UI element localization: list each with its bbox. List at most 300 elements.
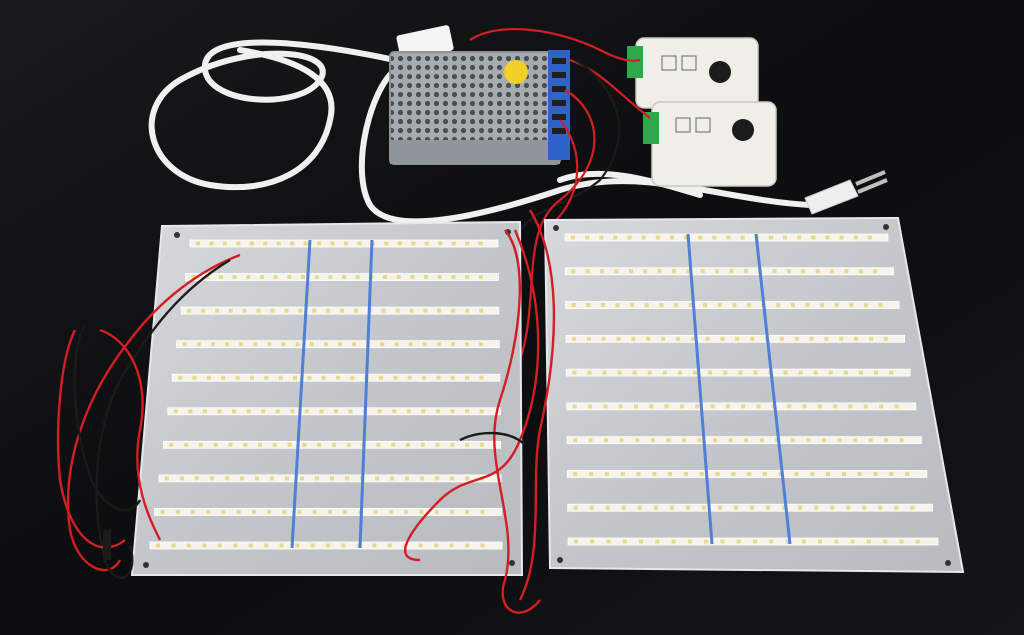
led-chip xyxy=(672,269,676,273)
led-chip xyxy=(184,443,188,447)
led-chip xyxy=(846,506,850,510)
dimmer-knob-icon xyxy=(709,61,731,83)
led-chip xyxy=(731,472,735,476)
led-chip xyxy=(734,506,738,510)
led-chip xyxy=(352,342,356,346)
led-chip xyxy=(849,303,853,307)
led-chip xyxy=(178,376,182,380)
led-chip xyxy=(810,337,814,341)
led-chip xyxy=(349,409,353,413)
led-chip xyxy=(869,438,873,442)
warning-label-sticker xyxy=(504,60,528,84)
led-chip xyxy=(465,376,469,380)
led-chip xyxy=(465,443,469,447)
led-chip xyxy=(840,236,844,240)
led-chip xyxy=(480,409,484,413)
led-chip xyxy=(237,510,241,514)
led-chip xyxy=(376,443,380,447)
led-chip xyxy=(465,544,469,548)
led-chip xyxy=(239,342,243,346)
led-chip xyxy=(389,510,393,514)
led-chip xyxy=(290,409,294,413)
led-chip xyxy=(380,342,384,346)
led-chip xyxy=(715,269,719,273)
led-chip xyxy=(290,242,294,246)
led-chip xyxy=(379,376,383,380)
led-chip xyxy=(838,438,842,442)
led-chip xyxy=(693,371,697,375)
led-chip xyxy=(392,409,396,413)
led-chip xyxy=(825,236,829,240)
led-chip xyxy=(193,376,197,380)
led-chip xyxy=(718,303,722,307)
led-chip xyxy=(199,443,203,447)
led-chip xyxy=(869,337,873,341)
led-chip xyxy=(874,371,878,375)
led-chip xyxy=(252,510,256,514)
led-chip xyxy=(317,443,321,447)
led-chip xyxy=(630,303,634,307)
led-chip xyxy=(622,506,626,510)
led-chip xyxy=(670,506,674,510)
led-chip xyxy=(716,472,720,476)
led-chip xyxy=(450,443,454,447)
led-chip xyxy=(236,376,240,380)
led-chip xyxy=(586,303,590,307)
led-chip xyxy=(603,371,607,375)
led-chip xyxy=(635,438,639,442)
led-chip xyxy=(879,303,883,307)
led-chip xyxy=(618,371,622,375)
right-led-panel xyxy=(545,218,963,572)
led-chip xyxy=(302,443,306,447)
led-chip xyxy=(830,269,834,273)
led-chip xyxy=(264,544,268,548)
led-chip xyxy=(633,371,637,375)
led-chip xyxy=(741,404,745,408)
terminal-green-top xyxy=(627,46,643,78)
led-chip xyxy=(288,443,292,447)
led-chip xyxy=(899,540,903,544)
led-chip xyxy=(818,404,822,408)
led-chip xyxy=(250,376,254,380)
led-chip xyxy=(295,544,299,548)
led-chip xyxy=(480,510,484,514)
led-chip xyxy=(300,476,304,480)
led-chip xyxy=(422,376,426,380)
led-chip xyxy=(652,472,656,476)
led-chip xyxy=(830,506,834,510)
led-chip xyxy=(663,371,667,375)
led-chip xyxy=(623,540,627,544)
led-chip xyxy=(282,510,286,514)
led-chip xyxy=(649,404,653,408)
led-chip xyxy=(419,510,423,514)
led-chip xyxy=(651,438,655,442)
led-chip xyxy=(704,540,708,544)
led-chip xyxy=(889,472,893,476)
led-chip xyxy=(218,544,222,548)
led-chip xyxy=(221,510,225,514)
led-chip xyxy=(217,409,221,413)
led-chip xyxy=(465,275,469,279)
led-chip xyxy=(438,275,442,279)
led-chip xyxy=(844,371,848,375)
led-chip xyxy=(411,242,415,246)
led-chip xyxy=(197,342,201,346)
led-chip xyxy=(572,337,576,341)
led-chip xyxy=(328,275,332,279)
led-chip xyxy=(822,438,826,442)
led-chip xyxy=(620,438,624,442)
led-chip xyxy=(305,409,309,413)
led-chip xyxy=(729,438,733,442)
led-chip xyxy=(452,242,456,246)
led-chip xyxy=(304,242,308,246)
led-chip xyxy=(307,376,311,380)
led-chip xyxy=(910,506,914,510)
led-chip xyxy=(606,506,610,510)
led-chip xyxy=(698,236,702,240)
led-chip xyxy=(646,337,650,341)
led-chip xyxy=(378,409,382,413)
led-chip xyxy=(708,371,712,375)
led-chip xyxy=(642,236,646,240)
led-chip xyxy=(590,540,594,544)
led-chip xyxy=(631,337,635,341)
led-chip xyxy=(201,309,205,313)
led-chip xyxy=(672,540,676,544)
led-chip xyxy=(574,540,578,544)
led-chip xyxy=(695,404,699,408)
led-chip xyxy=(753,540,757,544)
led-chip xyxy=(406,443,410,447)
led-chip xyxy=(315,476,319,480)
led-chip xyxy=(833,404,837,408)
led-chip xyxy=(420,476,424,480)
led-chip xyxy=(686,506,690,510)
led-chip xyxy=(726,404,730,408)
led-chip xyxy=(210,476,214,480)
led-chip xyxy=(868,236,872,240)
led-chip xyxy=(437,309,441,313)
led-chip xyxy=(826,472,830,476)
led-chip xyxy=(867,540,871,544)
led-chip xyxy=(603,404,607,408)
led-chip xyxy=(744,438,748,442)
led-chip xyxy=(637,472,641,476)
led-chip xyxy=(293,376,297,380)
led-chip xyxy=(479,342,483,346)
led-chip xyxy=(805,303,809,307)
led-chip xyxy=(862,506,866,510)
led-chip xyxy=(769,236,773,240)
led-chip xyxy=(613,236,617,240)
led-chip xyxy=(744,269,748,273)
dimmer-controller-top xyxy=(627,38,758,108)
led-chip xyxy=(750,506,754,510)
led-chip xyxy=(408,376,412,380)
led-chip xyxy=(878,506,882,510)
led-chip xyxy=(571,269,575,273)
led-chip xyxy=(410,275,414,279)
led-chip xyxy=(737,540,741,544)
led-chip xyxy=(864,303,868,307)
led-chip xyxy=(842,472,846,476)
led-chip xyxy=(905,472,909,476)
led-chip xyxy=(659,303,663,307)
led-chip xyxy=(711,404,715,408)
led-chip xyxy=(697,438,701,442)
led-chip xyxy=(851,540,855,544)
led-chip xyxy=(233,275,237,279)
led-chip xyxy=(435,476,439,480)
led-chip xyxy=(602,337,606,341)
led-chip xyxy=(328,510,332,514)
led-chip xyxy=(311,544,315,548)
led-chip xyxy=(816,269,820,273)
led-chip xyxy=(397,275,401,279)
led-chip xyxy=(249,544,253,548)
led-chip xyxy=(156,544,160,548)
led-chip xyxy=(326,544,330,548)
led-chip xyxy=(587,371,591,375)
led-chip xyxy=(169,443,173,447)
led-chip xyxy=(706,337,710,341)
led-chip xyxy=(619,404,623,408)
led-chip xyxy=(317,242,321,246)
led-chip xyxy=(253,342,257,346)
led-chip xyxy=(590,506,594,510)
led-chip xyxy=(639,540,643,544)
led-chip xyxy=(310,342,314,346)
led-chip xyxy=(844,269,848,273)
led-chip xyxy=(375,476,379,480)
led-chip xyxy=(814,506,818,510)
led-chip xyxy=(246,275,250,279)
led-chip xyxy=(260,275,264,279)
led-chip xyxy=(678,371,682,375)
led-chip xyxy=(604,438,608,442)
led-chip xyxy=(858,472,862,476)
led-chip xyxy=(658,269,662,273)
led-chip xyxy=(409,309,413,313)
led-chip xyxy=(479,309,483,313)
led-chip xyxy=(214,443,218,447)
led-chip xyxy=(614,269,618,273)
led-chip xyxy=(261,409,265,413)
led-chip xyxy=(884,337,888,341)
led-chip xyxy=(331,242,335,246)
led-chip xyxy=(374,510,378,514)
led-chip xyxy=(296,342,300,346)
led-chip xyxy=(773,269,777,273)
led-chip xyxy=(760,438,764,442)
led-chip xyxy=(405,476,409,480)
led-chip xyxy=(219,275,223,279)
led-chip xyxy=(285,476,289,480)
led-chip xyxy=(638,506,642,510)
led-chip xyxy=(795,472,799,476)
led-chip xyxy=(421,409,425,413)
led-chip xyxy=(834,540,838,544)
led-chip xyxy=(720,337,724,341)
led-chip xyxy=(336,376,340,380)
led-chip xyxy=(343,510,347,514)
led-chip xyxy=(465,510,469,514)
led-chip xyxy=(787,404,791,408)
led-chip xyxy=(250,242,254,246)
led-chip xyxy=(824,337,828,341)
terminal-green-bottom xyxy=(643,112,659,144)
led-chip xyxy=(747,472,751,476)
led-chip xyxy=(884,438,888,442)
led-chip xyxy=(264,376,268,380)
led-chip xyxy=(656,236,660,240)
dimmer-controller-bottom xyxy=(643,102,776,186)
led-chip xyxy=(643,269,647,273)
led-chip xyxy=(791,438,795,442)
led-chip xyxy=(791,303,795,307)
led-chip xyxy=(798,506,802,510)
led-chip xyxy=(661,337,665,341)
led-chip xyxy=(801,269,805,273)
led-chip xyxy=(747,303,751,307)
led-chip xyxy=(223,242,227,246)
led-chip xyxy=(176,510,180,514)
led-chip xyxy=(436,409,440,413)
led-chip xyxy=(572,371,576,375)
led-chip xyxy=(384,242,388,246)
led-chip xyxy=(409,342,413,346)
led-chip xyxy=(287,275,291,279)
led-chip xyxy=(342,275,346,279)
led-chip xyxy=(341,544,345,548)
led-chip xyxy=(270,476,274,480)
led-chip xyxy=(421,443,425,447)
led-chip xyxy=(668,472,672,476)
led-chip xyxy=(279,376,283,380)
led-chip xyxy=(396,309,400,313)
led-chip xyxy=(233,544,237,548)
led-chip xyxy=(607,540,611,544)
led-chip xyxy=(258,443,262,447)
led-chip xyxy=(738,371,742,375)
led-chip xyxy=(240,476,244,480)
led-chip xyxy=(450,510,454,514)
led-chip xyxy=(322,376,326,380)
led-chip xyxy=(818,540,822,544)
led-chip xyxy=(319,409,323,413)
led-chip xyxy=(573,472,577,476)
led-chip xyxy=(712,236,716,240)
led-chip xyxy=(419,544,423,548)
led-chip xyxy=(780,337,784,341)
led-chip xyxy=(820,303,824,307)
led-chip xyxy=(811,236,815,240)
led-chip xyxy=(810,472,814,476)
led-chip xyxy=(763,472,767,476)
led-chip xyxy=(605,472,609,476)
led-chip xyxy=(586,269,590,273)
led-chip xyxy=(451,275,455,279)
led-chip xyxy=(723,371,727,375)
led-chip xyxy=(702,506,706,510)
led-chip xyxy=(298,309,302,313)
led-chip xyxy=(859,371,863,375)
led-chip xyxy=(853,438,857,442)
led-chip xyxy=(655,540,659,544)
led-chip xyxy=(601,303,605,307)
led-chip xyxy=(434,544,438,548)
led-chip xyxy=(436,376,440,380)
led-chip xyxy=(450,544,454,548)
led-chip xyxy=(573,438,577,442)
led-chip xyxy=(354,309,358,313)
led-chip xyxy=(202,544,206,548)
led-chip xyxy=(571,236,575,240)
led-chip xyxy=(350,376,354,380)
led-chip xyxy=(356,275,360,279)
led-chip xyxy=(438,242,442,246)
led-chip xyxy=(243,443,247,447)
led-chip xyxy=(195,476,199,480)
led-chip xyxy=(298,510,302,514)
led-chip xyxy=(423,342,427,346)
led-chip xyxy=(480,443,484,447)
led-chip xyxy=(183,342,187,346)
led-chip xyxy=(211,342,215,346)
led-chip xyxy=(900,438,904,442)
led-chip xyxy=(372,544,376,548)
led-chip xyxy=(312,309,316,313)
led-chip xyxy=(700,472,704,476)
led-chip xyxy=(160,510,164,514)
led-chip xyxy=(332,443,336,447)
led-chip xyxy=(276,409,280,413)
led-chip xyxy=(589,472,593,476)
led-chip xyxy=(479,242,483,246)
led-chip xyxy=(435,510,439,514)
led-chip xyxy=(174,409,178,413)
led-chip xyxy=(720,540,724,544)
led-chip xyxy=(393,376,397,380)
led-chip xyxy=(894,506,898,510)
led-chip xyxy=(196,242,200,246)
led-chip xyxy=(479,275,483,279)
led-chip xyxy=(802,540,806,544)
led-chip xyxy=(883,540,887,544)
led-chip xyxy=(225,476,229,480)
led-chip xyxy=(228,443,232,447)
led-chip xyxy=(257,309,261,313)
led-chip xyxy=(465,476,469,480)
led-chip xyxy=(315,275,319,279)
led-chip xyxy=(628,236,632,240)
led-chip xyxy=(803,404,807,408)
led-chip xyxy=(330,476,334,480)
led-chip xyxy=(599,236,603,240)
led-chip xyxy=(835,303,839,307)
led-chip xyxy=(916,540,920,544)
led-chip xyxy=(425,242,429,246)
led-chip xyxy=(313,510,317,514)
led-chip xyxy=(180,476,184,480)
led-chip xyxy=(165,476,169,480)
led-chip xyxy=(654,506,658,510)
led-chip xyxy=(465,409,469,413)
led-chip xyxy=(203,409,207,413)
